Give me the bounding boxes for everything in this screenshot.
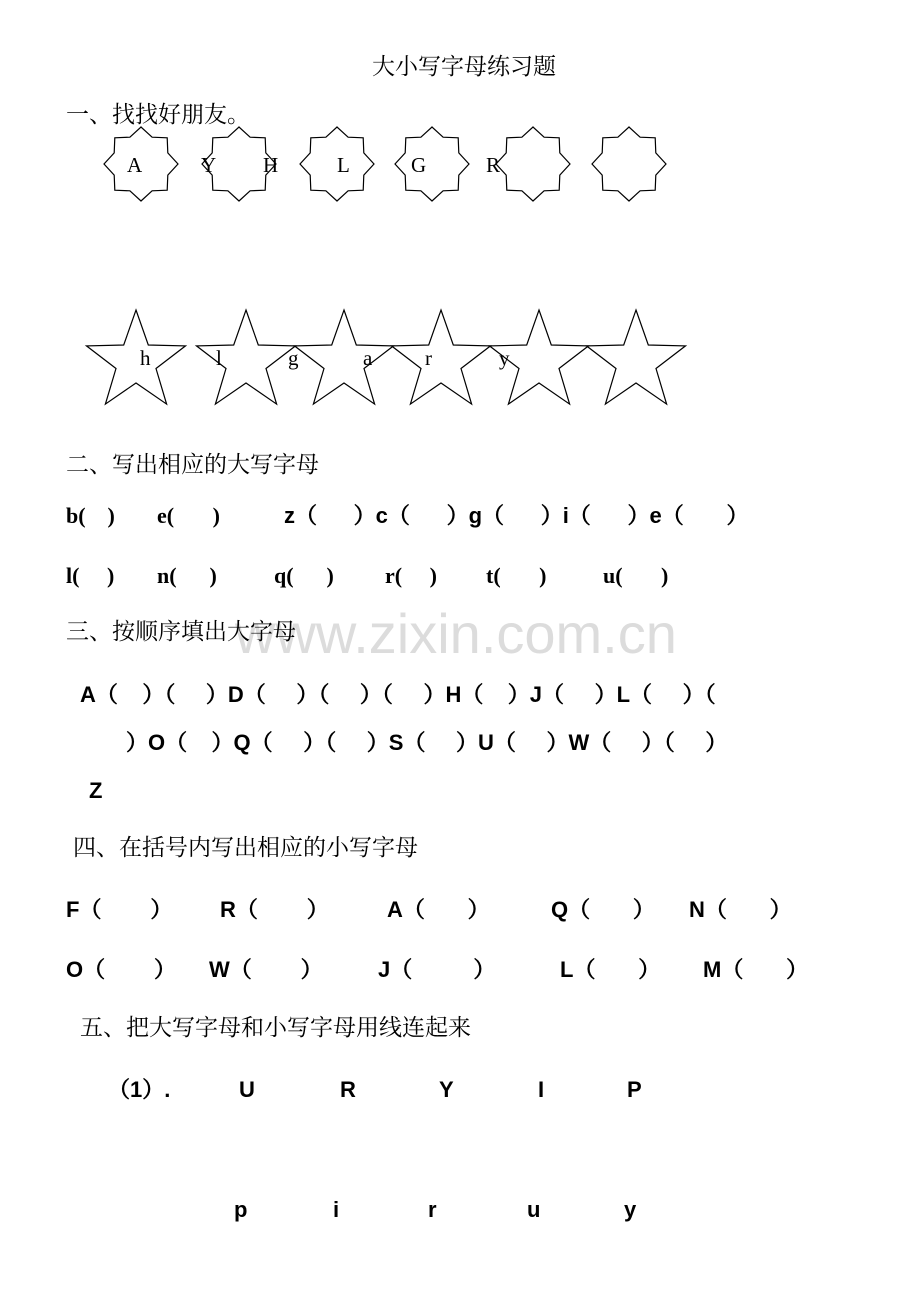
star-letter: a [363, 346, 373, 370]
answer-blank[interactable]: Q（ ） [551, 897, 655, 922]
section2-heading: 二、写出相应的大写字母 [66, 452, 319, 478]
octagram-letter: R [486, 153, 501, 177]
section4-heading: 四、在括号内写出相应的小写字母 [73, 835, 418, 861]
section3-heading: 三、按顺序填出大字母 [66, 619, 296, 645]
answer-blank[interactable]: M（ ） [703, 957, 809, 982]
star-group [87, 310, 686, 404]
star-shape [392, 310, 491, 404]
match-upper-letter[interactable]: Y [439, 1077, 454, 1102]
answer-blank[interactable]: J（ ） [378, 957, 496, 982]
star-shape [587, 310, 686, 404]
match-upper-letter[interactable]: P [627, 1077, 642, 1102]
answer-blank[interactable]: F（ ） [66, 897, 173, 922]
match-lower-letter[interactable]: u [527, 1197, 541, 1222]
answer-blank[interactable]: b( ) [66, 503, 115, 528]
answer-blank[interactable]: q( ) [274, 563, 334, 588]
sequence-row: Z [89, 778, 103, 803]
answer-blank[interactable]: R（ ） [220, 897, 329, 922]
answer-blank[interactable]: A（ ） [387, 897, 490, 922]
octagram-shape [496, 127, 570, 201]
star-letter: g [288, 346, 299, 370]
answer-blank[interactable]: t( ) [486, 563, 547, 588]
octagram-letter: L [337, 153, 350, 177]
match-upper-letter[interactable]: I [538, 1077, 545, 1102]
match-upper-letter[interactable]: R [340, 1077, 356, 1102]
sequence-row[interactable]: ）O（ ）Q（ ）（ ）S（ ）U（ ）W（ ）（ ） [126, 730, 728, 755]
octagram-shape [592, 127, 666, 201]
star-letter: h [140, 346, 151, 370]
match-lower-letter[interactable]: r [428, 1197, 437, 1222]
answer-blank[interactable]: e( ) [157, 503, 220, 528]
page-title: 大小写字母练习题 [372, 54, 556, 80]
answer-blank[interactable]: u( ) [603, 563, 669, 588]
section1-heading: 一、找找好朋友。 [66, 102, 250, 128]
section5-heading: 五、把大写字母和小写字母用线连起来 [80, 1015, 471, 1041]
star-letter: r [425, 346, 432, 370]
answer-blank[interactable]: l( ) [66, 563, 115, 588]
octagram-letter: G [411, 153, 427, 177]
answer-blank[interactable]: O（ ） [66, 957, 177, 982]
match-lower-letter[interactable]: i [333, 1197, 340, 1222]
star-letter: l [216, 346, 222, 370]
octagram-letter: A [127, 153, 143, 177]
octagram-shape [395, 127, 469, 201]
answer-blank[interactable]: n( ) [157, 563, 217, 588]
star-shape [295, 310, 394, 404]
star-shape [87, 310, 186, 404]
star-letter: y [499, 346, 510, 370]
answer-blank[interactable]: W（ ） [209, 957, 323, 982]
octagram-letter: Y [201, 153, 217, 177]
exercise-label: （1）. [108, 1077, 171, 1102]
octagram-letter: H [263, 153, 279, 177]
answer-blank[interactable]: N（ ） [689, 897, 792, 922]
watermark: www.zixin.com.cn [235, 602, 677, 665]
answer-blank[interactable]: r( ) [385, 563, 437, 588]
answer-blank[interactable]: L（ ） [560, 957, 661, 982]
star-shape [197, 310, 296, 404]
sequence-row[interactable]: A（ ）（ ）D（ ）（ ）（ ）H（ ）J（ ）L（ ）（ [80, 682, 716, 707]
answer-blank-group[interactable]: z（ ）c（ ）g（ ）i（ ）e（ ） [284, 503, 749, 528]
match-upper-letter[interactable]: U [239, 1077, 255, 1102]
octagram-group [104, 127, 666, 201]
match-lower-letter[interactable]: y [624, 1197, 637, 1222]
match-lower-letter[interactable]: p [234, 1197, 248, 1222]
